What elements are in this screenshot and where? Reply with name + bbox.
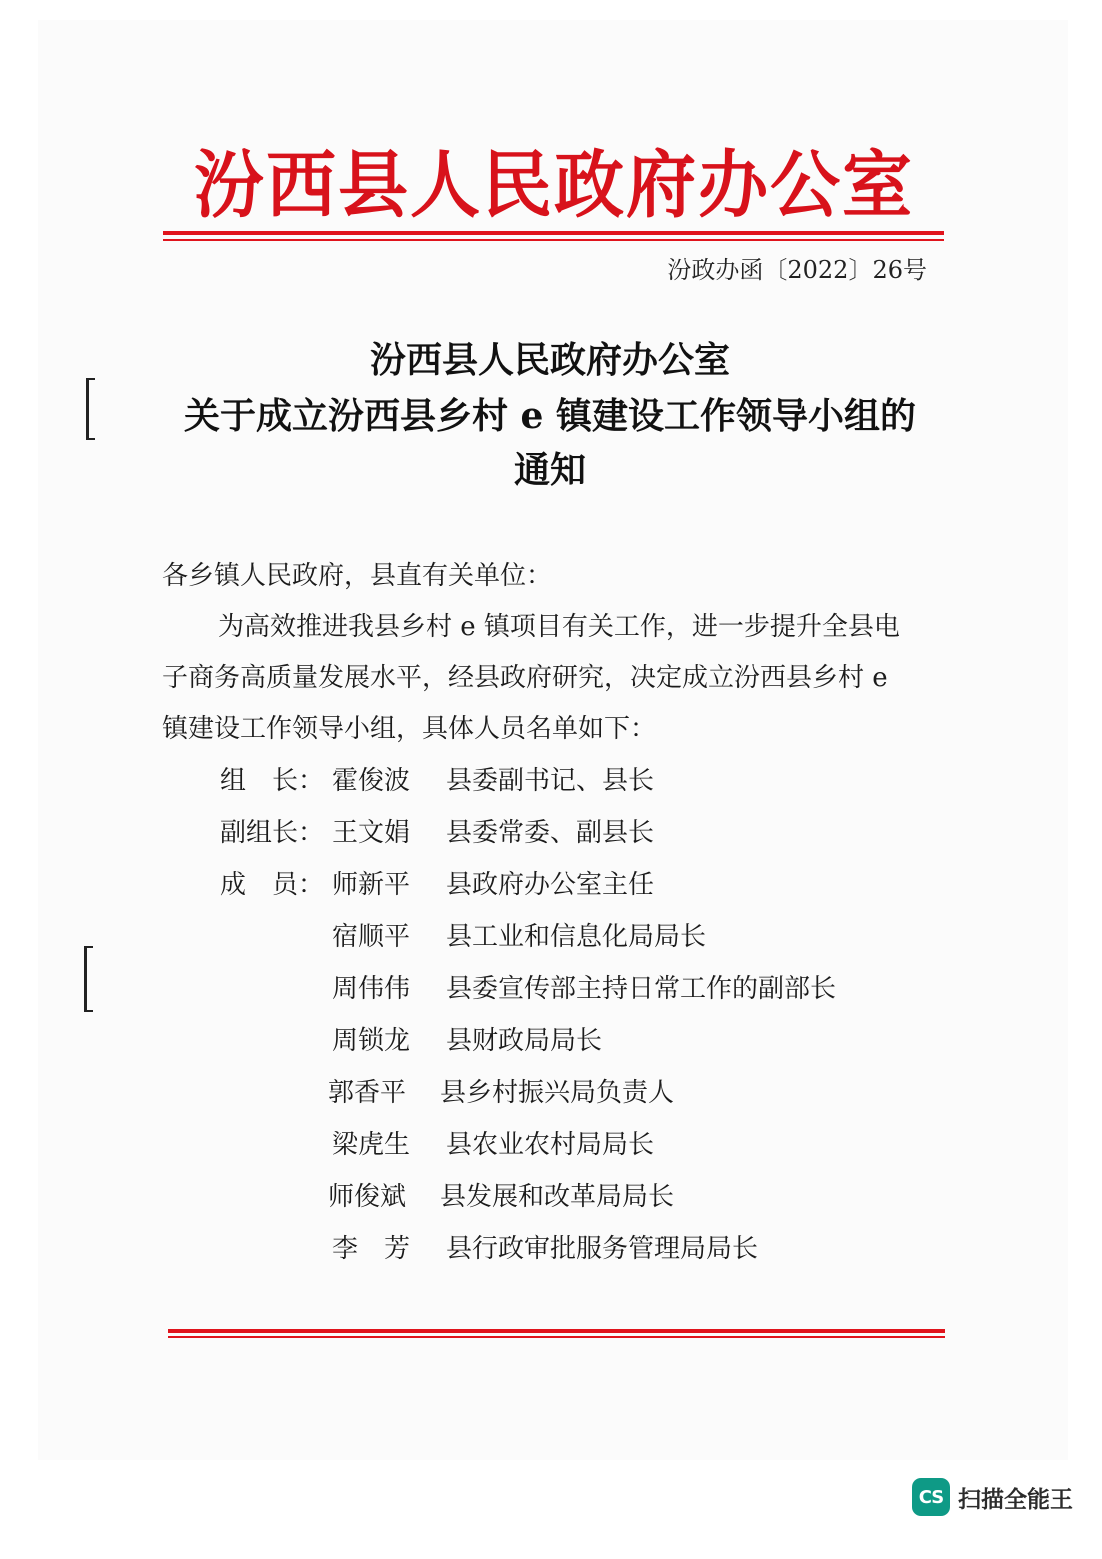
member-row <box>0 859 1102 911</box>
document-title-line-3: 通知 <box>513 449 586 491</box>
camscanner-logo-icon: CS <box>912 1478 950 1516</box>
member-row <box>0 1223 1102 1275</box>
member-row <box>0 963 1102 1015</box>
member-name: 郭香平 <box>328 1078 407 1108</box>
member-row <box>0 1171 1102 1223</box>
member-row <box>0 1119 1102 1171</box>
binding-mark-upper <box>86 378 95 440</box>
member-name: 梁虎生 <box>332 1130 411 1160</box>
masthead-divider-secondary <box>163 239 944 241</box>
member-row <box>0 1015 1102 1067</box>
body-line-1: 为高效推进我县乡村 e 镇项目有关工作，进一步提升全县电 <box>218 612 900 642</box>
masthead-title: 汾西县人民政府办公室 <box>194 142 914 228</box>
member-row <box>0 807 1102 859</box>
member-row <box>0 911 1102 963</box>
member-post: 县发展和改革局局长 <box>440 1182 675 1212</box>
masthead-divider <box>163 231 944 235</box>
document-number: 汾政办函〔2022〕26号 <box>667 256 927 284</box>
member-post: 县委常委、副县长 <box>446 818 655 848</box>
member-post: 县财政局局长 <box>446 1026 603 1056</box>
member-name: 李 芳 <box>332 1234 411 1264</box>
document-title-line-2: 关于成立汾西县乡村 e 镇建设工作领导小组的 <box>184 395 916 437</box>
member-role: 副组长： <box>220 818 325 848</box>
member-post: 县乡村振兴局负责人 <box>440 1078 675 1108</box>
member-post: 县政府办公室主任 <box>446 870 655 900</box>
member-post: 县行政审批服务管理局局长 <box>446 1234 759 1264</box>
member-post: 县农业农村局局长 <box>446 1130 655 1160</box>
member-post: 县委宣传部主持日常工作的副部长 <box>446 974 837 1004</box>
member-row <box>0 755 1102 807</box>
member-post: 县工业和信息化局局长 <box>446 922 707 952</box>
member-name: 王文娟 <box>332 818 411 848</box>
member-name: 师新平 <box>332 870 411 900</box>
scanner-watermark <box>912 1478 1073 1516</box>
footer-divider-secondary <box>168 1336 945 1338</box>
footer-divider <box>168 1329 945 1333</box>
member-role: 成 员： <box>220 870 325 900</box>
body-line-2: 子商务高质量发展水平，经县政府研究，决定成立汾西县乡村 e <box>162 663 888 693</box>
salutation: 各乡镇人民政府，县直有关单位： <box>162 561 553 591</box>
member-name: 宿顺平 <box>332 922 411 952</box>
member-role: 组 长： <box>220 766 325 796</box>
scanner-watermark-label: 扫描全能王 <box>958 1486 1073 1513</box>
member-name: 师俊斌 <box>328 1182 407 1212</box>
member-name: 周伟伟 <box>332 974 411 1004</box>
member-post: 县委副书记、县长 <box>446 766 655 796</box>
document-title-line-1: 汾西县人民政府办公室 <box>369 339 730 381</box>
member-row <box>0 1067 1102 1119</box>
body-line-3: 镇建设工作领导小组，具体人员名单如下： <box>162 714 657 744</box>
member-name: 霍俊波 <box>332 766 411 796</box>
member-name: 周锁龙 <box>332 1026 411 1056</box>
